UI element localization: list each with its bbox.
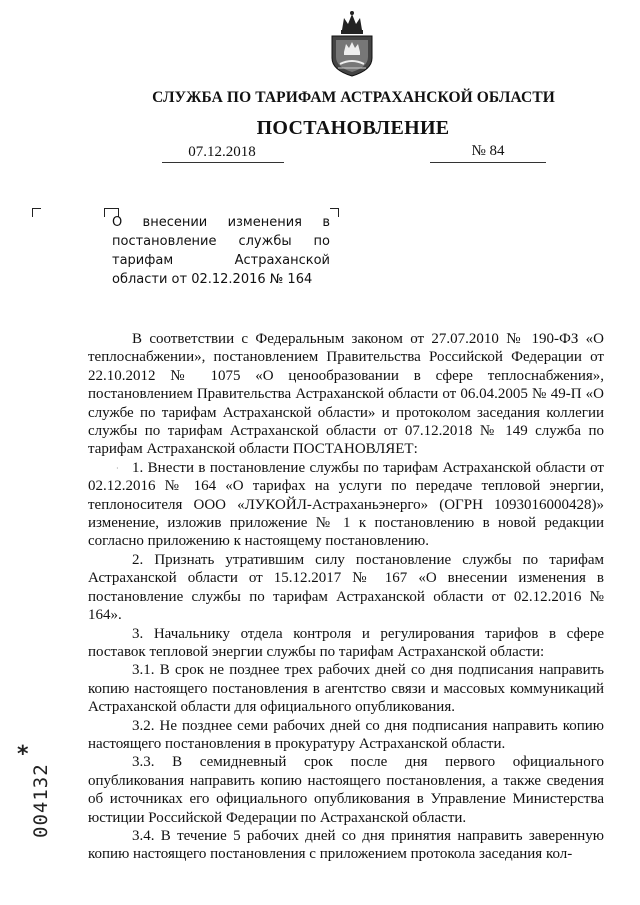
document-date: 07.12.2018 <box>188 144 256 160</box>
date-underline <box>162 162 284 163</box>
clause-1: 1. Внести в постановление службы по тарифам Астраханской области от 02.12.2016 № 164 «О тарифах на услуги по передаче тепловой энергии, теплоносителя ООО «ЛУКОЙЛ-Астраханьэнерго» (ОГРН 1093016000428)» изменение, изложив приложение № 1 к постановлению в новой редакции согласно приложению к настоящему постановлению. <box>88 459 604 550</box>
document-subject: О внесении изменения в постановление службы по тарифам Астраханской области от 02.12.2016 № 164 <box>112 215 330 287</box>
corner-mark <box>32 208 41 217</box>
clause-3: 3. Начальнику отдела контроля и регулирования тарифов в сфере поставок тепловой энергии службы по тарифам Астраханской области: <box>88 625 604 660</box>
issuing-authority: СЛУЖБА ПО ТАРИФАМ АСТРАХАНСКОЙ ОБЛАСТИ <box>152 89 555 106</box>
coat-of-arms-icon <box>326 8 378 78</box>
preamble-paragraph: В соответствии с Федеральным законом от 27.07.2010 № 190-ФЗ «О теплоснабжении», постановлением Правительства Российской Федерации от 22.10.2012 № 1075 «О ценообразовании в сфере теплоснабжения», постановлением Правительства Астраханской области от 06.04.2005 № 49-П «О службе по тарифам Астраханской области» и протоколом заседания коллегии службы по тарифам Астраханской области от 07.12.2018 № 149 служба по тарифам Астраханской области ПОСТАНОВЛЯЕТ: <box>88 331 604 458</box>
document-body <box>88 330 604 864</box>
stamp-star-mark: * <box>17 742 29 767</box>
scan-speck: · <box>116 464 119 473</box>
corner-mark <box>330 208 339 217</box>
document-number: № 84 <box>471 143 505 159</box>
clause-3-4: 3.4. В течение 5 рабочих дней со дня принятия направить заверенную копию настоящего постановления с приложением протокола заседания кол- <box>88 827 604 863</box>
clause-2: 2. Признать утратившим силу постановление службы по тарифам Астраханской области от 15.12.2017 № 167 «О внесении изменения в постановление службы по тарифам Астраханской области от 02.12.2016 № 164». <box>88 551 604 624</box>
document-type-title: ПОСТАНОВЛЕНИЕ <box>256 117 450 139</box>
number-underline <box>430 162 546 163</box>
clause-3-2: 3.2. Не позднее семи рабочих дней со дня подписания направить копию настоящего постановления в прокуратуру Астраханской области. <box>88 717 604 752</box>
clause-3-1: 3.1. В срок не позднее трех рабочих дней со дня подписания направить копию настоящего постановления в агентство связи и массовых коммуникаций Астраханской области для официального опубликования. <box>88 662 604 716</box>
clause-3-3: 3.3. В семидневный срок после дня первого официального опубликования направить копию настоящего постановления, а также сведения об источниках его официального опубликования в Управление Министерства юстиции Российской Федерации по Астраханской области. <box>88 754 604 826</box>
serial-stamp: 004132 <box>30 763 52 838</box>
